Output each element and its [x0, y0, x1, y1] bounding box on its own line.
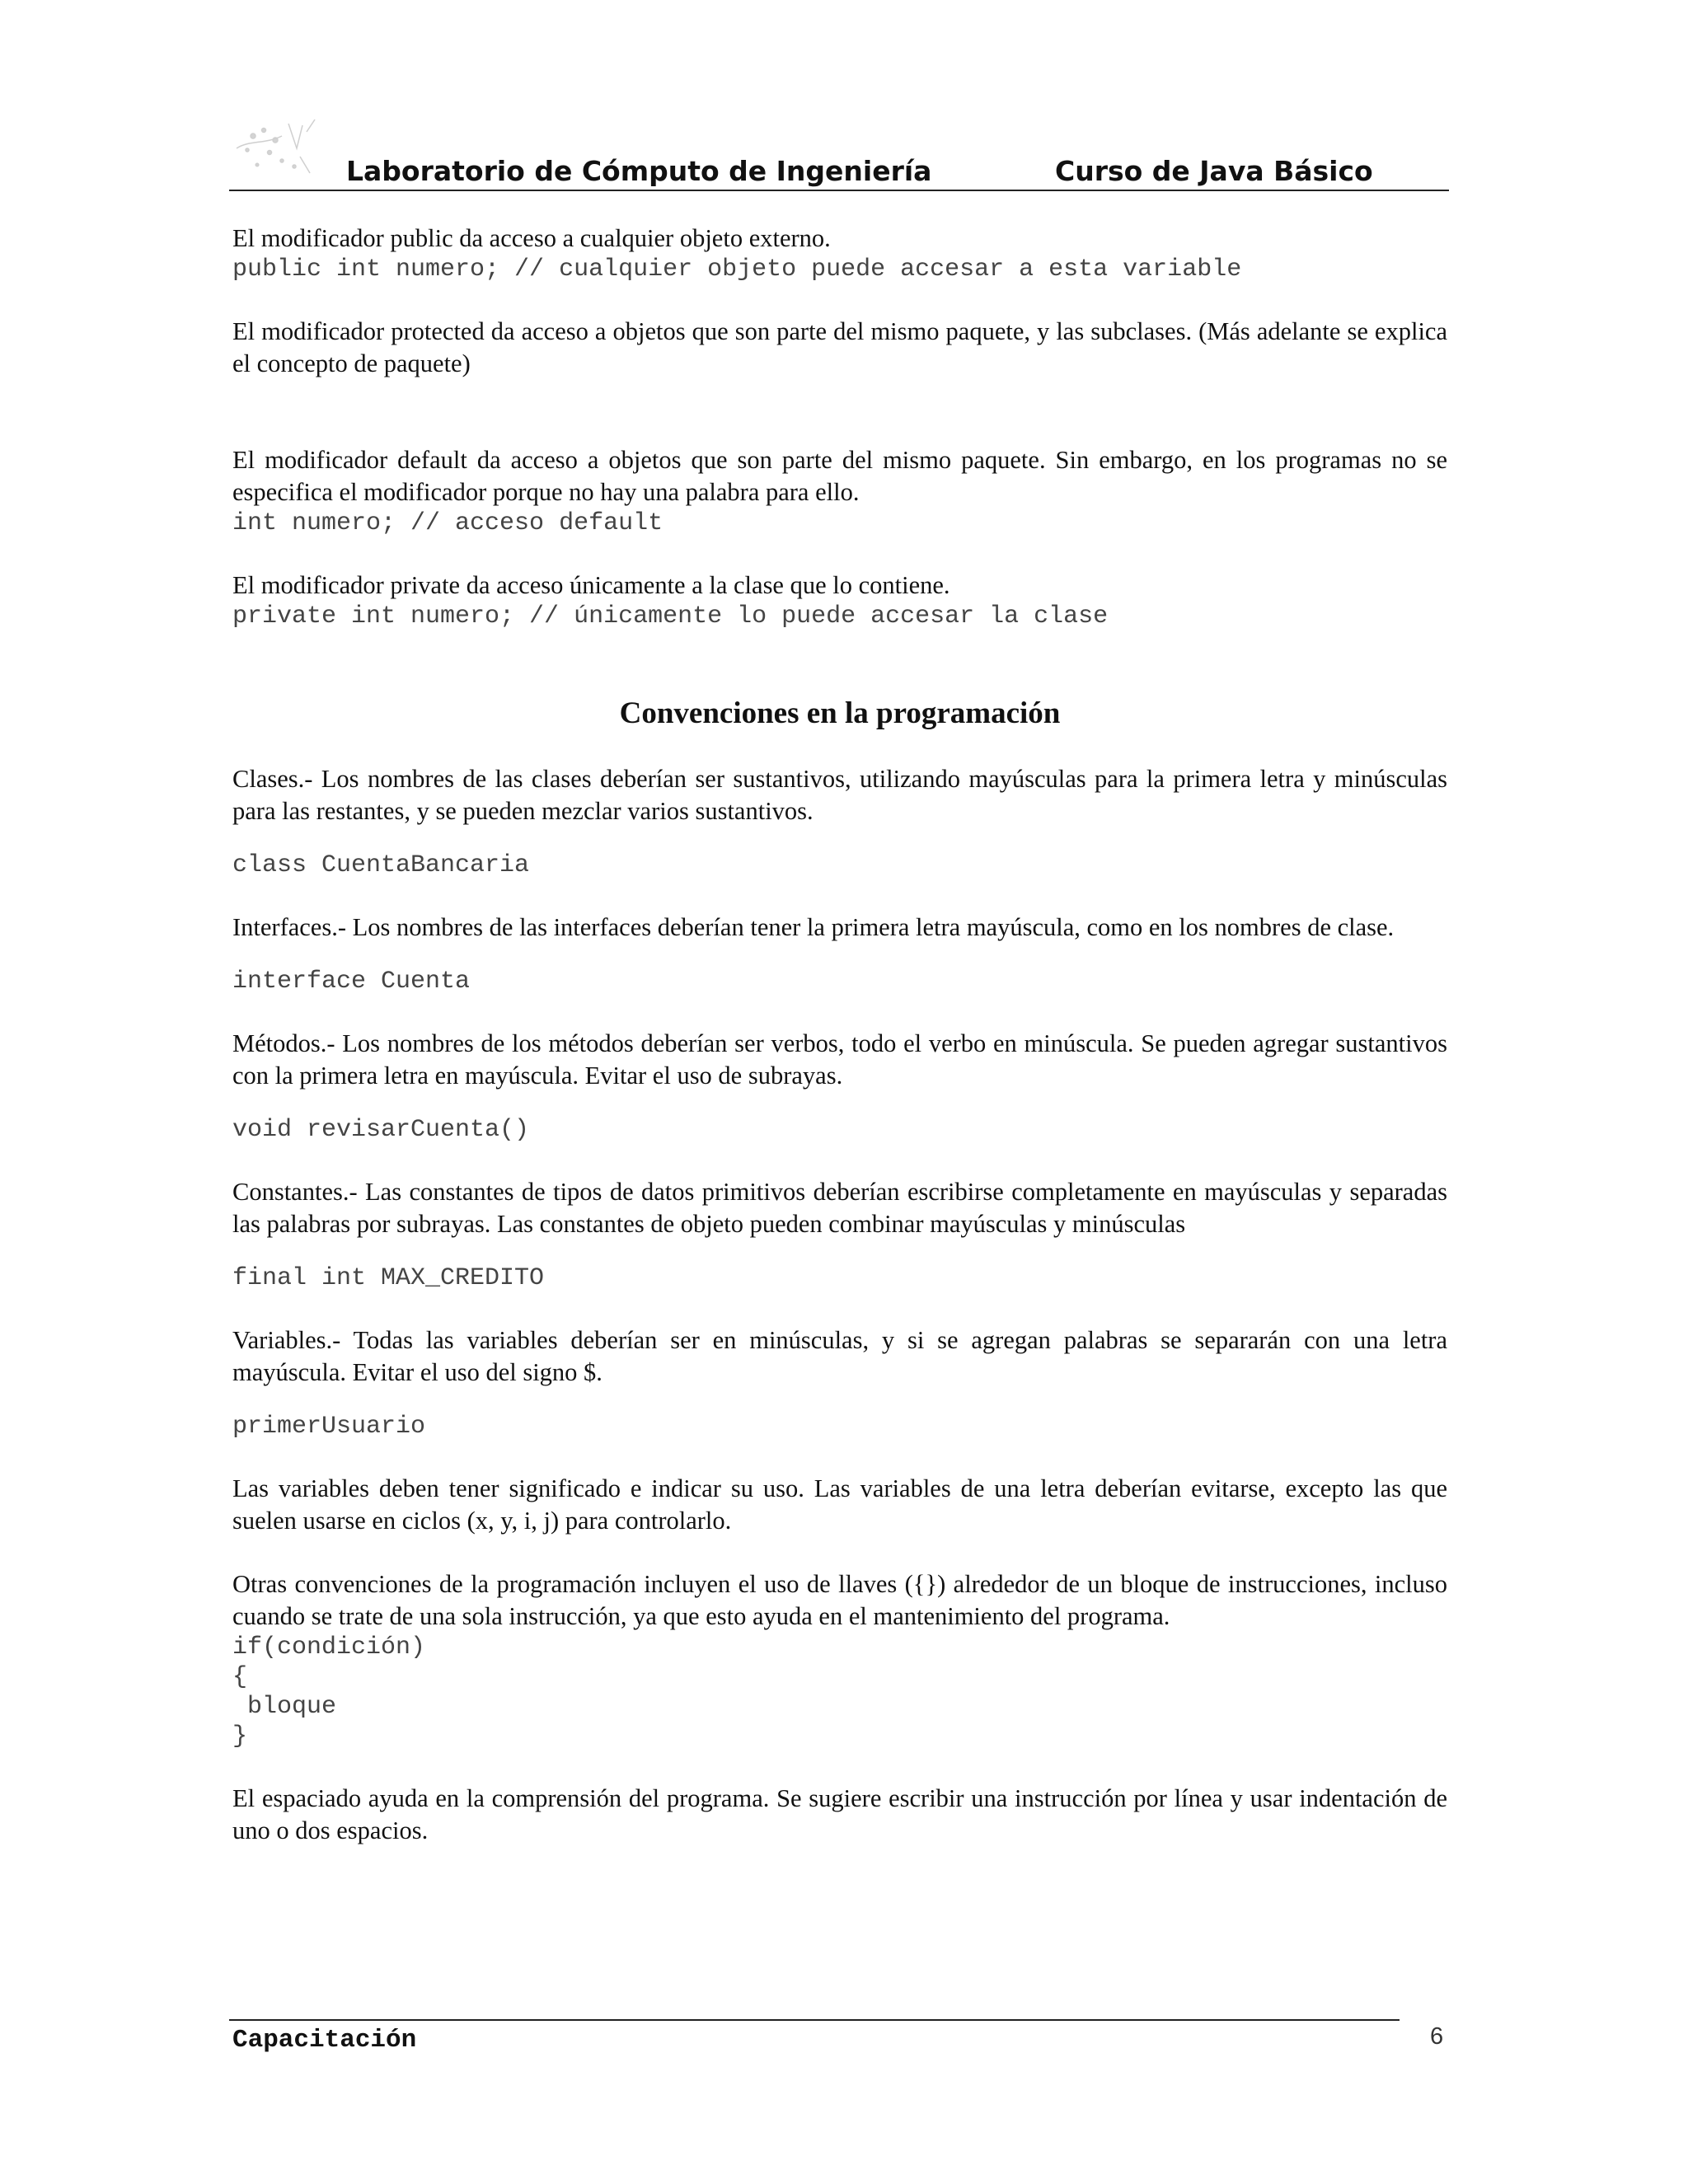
page-content	[232, 223, 1447, 1847]
braces-paragraph: Otras convenciones de la programación incluyen el uso de llaves ({}) alrededor de un bloque de instrucciones, incluso cuando se trate de una sola instrucción, ya que esto ayuda en el mantenimiento del programa.	[232, 1570, 1447, 1630]
interfaces-paragraph: Interfaces.- Los nombres de las interfaces deberían tener la primera letra mayúscula, como en los nombres de clase.	[232, 913, 1395, 941]
methods-code: void revisarCuenta()	[232, 1116, 530, 1144]
default-paragraph: El modificador default da acceso a objetos que son parte del mismo paquete. Sin embargo, en los programas no se especifica el modificador porque no hay una palabra para ello.	[232, 446, 1447, 506]
header-lab-title: Laboratorio de Cómputo de Ingeniería	[346, 155, 932, 187]
faded-logo-icon	[224, 115, 335, 185]
variables-code: primerUsuario	[232, 1413, 426, 1441]
header-course-title: Curso de Java Básico	[1055, 155, 1373, 187]
braces-code: if(condición) { bloque }	[232, 1633, 426, 1750]
private-paragraph: El modificador private da acceso únicamente a la clase que lo contiene.	[232, 571, 950, 599]
constants-paragraph: Constantes.- Las constantes de tipos de datos primitivos deberían escribirse completamente en mayúsculas y separadas las palabras por subrayas. Las constantes de objeto pueden combinar mayúsculas y minúsculas	[232, 1178, 1447, 1238]
spacing-paragraph: El espaciado ayuda en la comprensión del programa. Se sugiere escribir una instrucción por línea y usar indentación de uno o dos espacios.	[232, 1784, 1447, 1844]
footer-rule	[229, 2019, 1400, 2021]
protected-paragraph: El modificador protected da acceso a objetos que son parte del mismo paquete, y las subclases. (Más adelante se explica el concepto de paquete)	[232, 317, 1447, 377]
variables-paragraph: Variables.- Todas las variables deberían ser en minúsculas, y si se agregan palabras se separarán con una letra mayúscula. Evitar el uso del signo $.	[232, 1326, 1447, 1386]
classes-paragraph: Clases.- Los nombres de las clases deberían ser sustantivos, utilizando mayúsculas para la primera letra y minúsculas para las restantes, y se pueden mezclar varios sustantivos.	[232, 765, 1447, 825]
public-code: public int numero; // cualquier objeto puede accesar a esta variable	[232, 255, 1242, 284]
page-number: 6	[1430, 2023, 1444, 2050]
interfaces-code: interface Cuenta	[232, 968, 471, 996]
footer-label: Capacitación	[232, 2026, 417, 2055]
header-rule	[229, 190, 1449, 191]
public-paragraph: El modificador public da acceso a cualquier objeto externo.	[232, 224, 831, 252]
private-code: private int numero; // únicamente lo puede accesar la clase	[232, 602, 1109, 630]
methods-paragraph: Métodos.- Los nombres de los métodos deberían ser verbos, todo el verbo en minúscula. Se pueden agregar sustantivos con la primera letra en mayúscula. Evitar el uso de subrayas.	[232, 1029, 1447, 1090]
section-title: Convenciones en la programación	[619, 696, 1061, 730]
constants-code: final int MAX_CREDITO	[232, 1264, 545, 1292]
classes-code: class CuentaBancaria	[232, 851, 530, 879]
meaning-paragraph: Las variables deben tener significado e indicar su uso. Las variables de una letra deberían evitarse, excepto las que suelen usarse en ciclos (x, y, i, j) para controlarlo.	[232, 1474, 1447, 1535]
default-code: int numero; // acceso default	[232, 509, 663, 537]
